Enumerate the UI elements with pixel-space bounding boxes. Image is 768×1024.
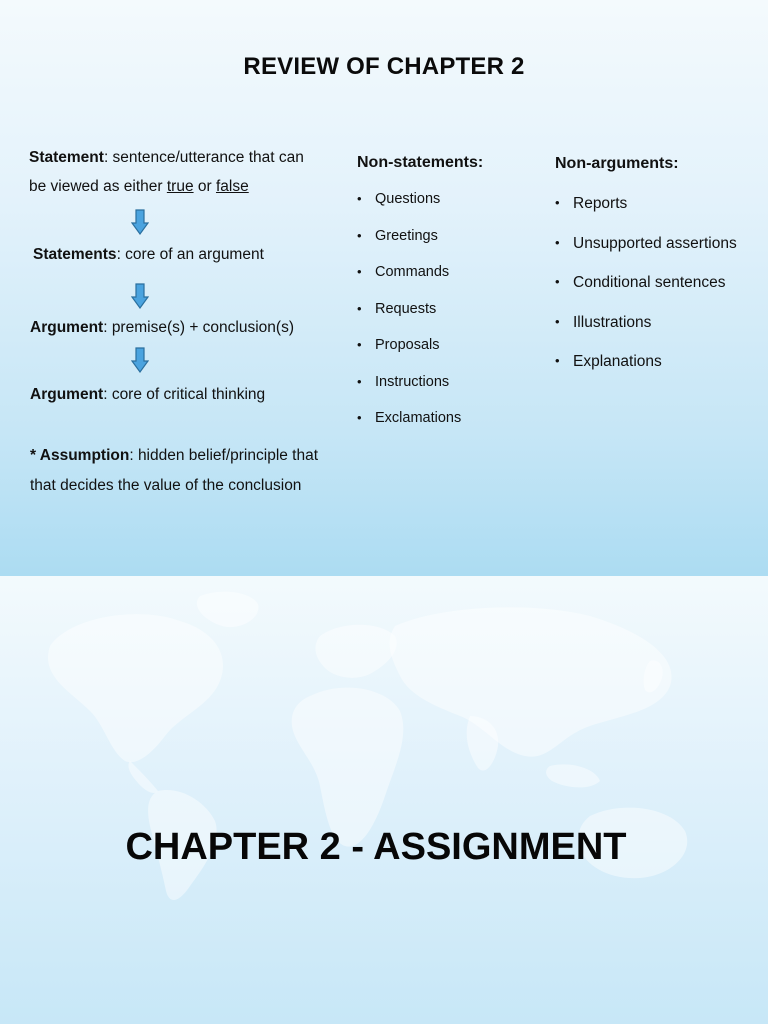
bullet-icon: • [357, 264, 362, 279]
bullet-icon: • [555, 195, 560, 210]
argument-text: : premise(s) + conclusion(s) [103, 319, 294, 336]
argument2-term: Argument [30, 386, 104, 403]
non-statements-list [357, 191, 461, 447]
bullet-icon: • [555, 274, 560, 289]
argument2-text: : core of critical thinking [103, 386, 266, 403]
bullet-icon: • [357, 373, 362, 389]
or-word: or [193, 178, 216, 195]
list-item [555, 314, 737, 354]
down-arrow-icon [131, 347, 149, 373]
bullet-icon: • [357, 410, 362, 425]
list-item [357, 301, 461, 338]
list-item [357, 374, 461, 411]
statements-definition [33, 245, 264, 265]
list-item [357, 191, 461, 228]
statement-line2-prefix: be viewed as either [29, 178, 167, 195]
assumption-definition [30, 446, 318, 466]
bullet-icon: • [357, 300, 362, 316]
list-item [357, 264, 461, 301]
assumption-term: Assumption [39, 447, 130, 464]
list-item-label: Exclamations [375, 410, 462, 426]
list-item-label: Proposals [375, 337, 440, 353]
statement-definition-line2 [29, 177, 249, 197]
argument-definition [30, 318, 294, 338]
list-item-label: Illustrations [573, 313, 652, 331]
false-word: false [215, 178, 249, 195]
bullet-icon: • [357, 227, 362, 243]
list-item-label: Questions [375, 191, 441, 207]
statement-term: Statement [29, 149, 104, 166]
list-item-label: Requests [375, 300, 437, 317]
list-item [555, 353, 737, 393]
bullet-icon: • [357, 337, 362, 352]
assumption-definition-line2: that decides the value of the conclusion [30, 477, 302, 494]
bullet-icon: • [555, 234, 560, 250]
list-item-label: Unsupported assertions [573, 234, 737, 252]
list-item [555, 274, 737, 314]
list-item-label: Instructions [375, 373, 450, 390]
bullet-icon: • [357, 191, 362, 206]
list-item-label: Commands [375, 264, 450, 280]
list-item-label: Greetings [375, 227, 438, 244]
statement-definition [29, 148, 304, 168]
true-word: true [166, 178, 194, 195]
slide-title: CHAPTER 2 - ASSIGNMENT [125, 826, 627, 868]
statements-term: Statements [33, 246, 117, 263]
list-item-label: Explanations [573, 353, 662, 370]
bullet-icon: • [555, 353, 560, 368]
assumption-text: : hidden belief/principle that [129, 447, 319, 464]
assumption-prefix: * [30, 447, 40, 464]
bullet-icon: • [555, 313, 560, 329]
argument-term: Argument [30, 319, 104, 336]
assignment-slide [0, 576, 768, 1024]
slide-title: REVIEW OF CHAPTER 2 [243, 53, 525, 80]
down-arrow-icon [131, 283, 149, 309]
down-arrow-icon [131, 209, 149, 235]
list-item-label: Reports [573, 195, 628, 212]
non-arguments-heading: Non-arguments: [555, 155, 679, 172]
statement-text: : sentence/utterance that can [103, 149, 304, 166]
list-item [357, 410, 461, 447]
list-item [357, 337, 461, 374]
statements-text: : core of an argument [116, 246, 264, 263]
list-item [555, 195, 737, 235]
list-item-label: Conditional sentences [573, 274, 726, 291]
list-item [555, 235, 737, 275]
list-item [357, 228, 461, 265]
non-arguments-list [555, 195, 737, 393]
argument-critical-thinking [30, 385, 265, 405]
non-statements-heading: Non-statements: [357, 154, 484, 171]
